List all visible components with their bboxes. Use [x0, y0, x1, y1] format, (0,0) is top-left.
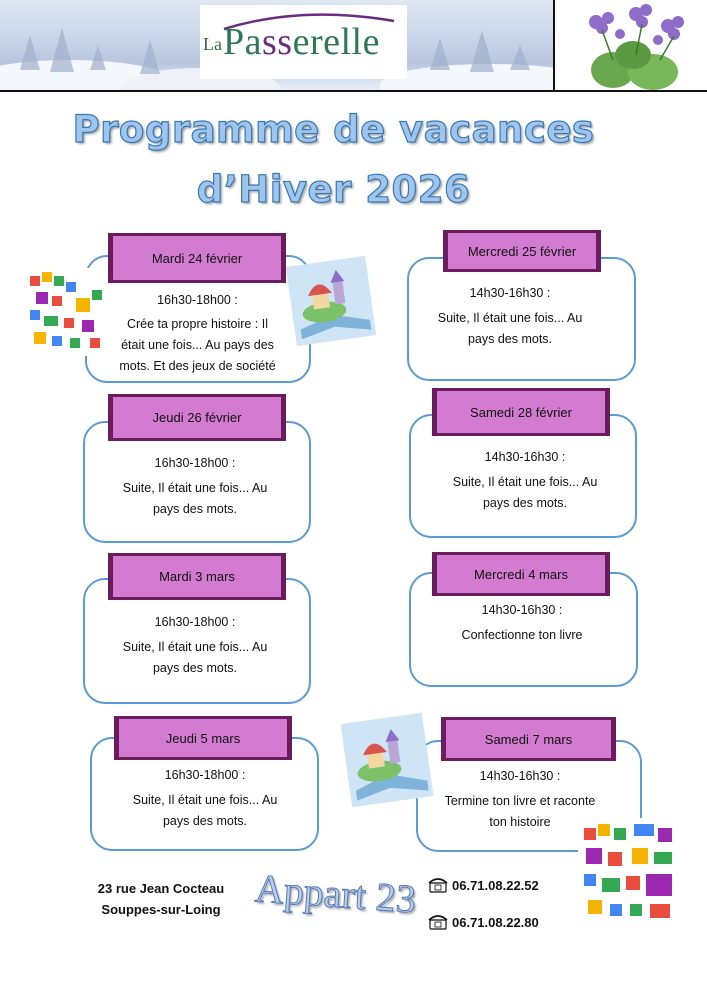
session-desc-line: Suite, Il était une fois... Au	[122, 481, 268, 495]
session-desc-line: pays des mots.	[152, 502, 238, 516]
session-desc-line: Suite, Il était une fois... Au	[437, 311, 583, 325]
session-time: 14h30-16h30 :	[481, 603, 563, 617]
address-line: 23 rue Jean Cocteau	[97, 881, 225, 896]
session-desc-line: Crée ta propre histoire : Il	[126, 317, 269, 331]
phone-line-2	[428, 914, 539, 930]
session-desc-line: Suite, Il était une fois... Au	[452, 475, 598, 489]
session-date: Jeudi 26 février	[113, 397, 281, 438]
session-desc-line: pays des mots.	[162, 814, 248, 828]
session-time: 14h30-16h30 :	[469, 286, 551, 300]
logo-prefix: La	[203, 34, 222, 54]
session-body	[95, 453, 295, 520]
session-body	[410, 283, 610, 350]
session-date: Mardi 24 février	[113, 236, 281, 280]
session-body	[105, 765, 305, 832]
logo-wordmark: Passerelle	[223, 21, 380, 63]
session-time: 16h30-18h00 :	[157, 293, 238, 307]
session-date-tab	[108, 394, 286, 441]
session-date-tab	[108, 233, 286, 283]
session-date-tab	[108, 553, 286, 600]
session-time: 14h30-16h30 :	[484, 450, 566, 464]
phone-line-1	[428, 877, 539, 893]
session-date-tab	[443, 230, 601, 272]
session-desc-line: Confectionne ton livre	[461, 628, 583, 642]
phone-number: 06.71.08.22.52	[452, 877, 539, 893]
session-desc-line: Suite, Il était une fois... Au	[132, 793, 278, 807]
board-game-illustration	[26, 268, 108, 356]
session-date-tab	[114, 716, 292, 760]
address-block	[80, 878, 242, 920]
phone-number: 06.71.08.22.80	[452, 914, 539, 930]
violet-flowers-illustration	[568, 0, 707, 92]
storybook-illustration	[338, 712, 436, 808]
session-desc-line: Termine ton livre et raconte	[444, 794, 596, 808]
session-desc-line: pays des mots.	[482, 496, 568, 510]
phone-icon	[428, 914, 448, 930]
page-title-line2: d’Hiver 2026	[196, 168, 471, 211]
session-time: 16h30-18h00 :	[154, 456, 236, 470]
session-body	[422, 600, 622, 646]
storybook-illustration	[283, 255, 379, 347]
appart-brand: Appart 23	[253, 865, 418, 922]
board-game-illustration	[578, 818, 682, 936]
session-body	[425, 447, 625, 514]
session-date: Samedi 28 février	[437, 391, 605, 433]
session-desc-line: ton histoire	[489, 815, 551, 829]
page-title-line1: Programme de vacances	[72, 108, 595, 151]
session-desc-line: mots. Et des jeux de société	[119, 359, 276, 373]
session-time: 16h30-18h00 :	[154, 615, 236, 629]
session-desc-line: était une fois... Au pays des	[121, 338, 274, 352]
address-line: Souppes-sur-Loing	[101, 902, 221, 917]
session-date-tab	[441, 717, 616, 761]
session-date-tab	[432, 552, 610, 596]
session-date: Mardi 3 mars	[113, 556, 281, 597]
phone-icon	[428, 877, 448, 893]
session-date: Samedi 7 mars	[446, 720, 611, 758]
session-date: Mercredi 25 février	[448, 233, 596, 269]
session-body	[95, 612, 295, 679]
session-date: Mercredi 4 mars	[437, 555, 605, 593]
session-time: 14h30-16h30 :	[479, 769, 561, 783]
session-desc-line: pays des mots.	[152, 661, 238, 675]
session-desc-line: pays des mots.	[467, 332, 553, 346]
session-body	[100, 290, 295, 377]
session-time: 16h30-18h00 :	[164, 768, 246, 782]
session-date-tab	[432, 388, 610, 436]
session-desc-line: Suite, Il était une fois... Au	[122, 640, 268, 654]
header-divider	[553, 0, 555, 92]
session-date: Jeudi 5 mars	[119, 719, 287, 757]
